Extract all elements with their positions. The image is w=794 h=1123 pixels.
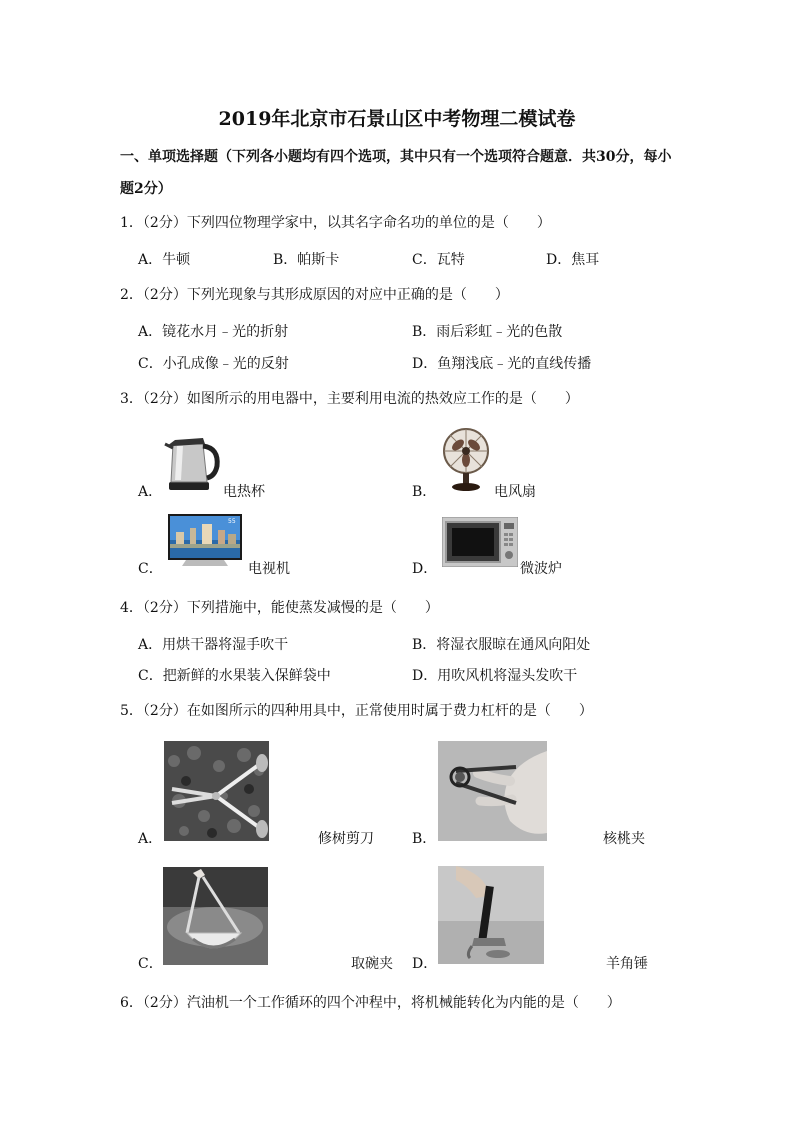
microwave-image [442, 517, 518, 567]
claw-hammer-image [438, 866, 544, 964]
q2-option-c: C．小孔成像﹣光的反射 [138, 356, 289, 372]
q5-option-d-label: 羊角锤 [606, 956, 648, 972]
q3-option-b-letter: B． [412, 484, 437, 500]
q4-option-c: C．把新鲜的水果装入保鲜袋中 [138, 668, 331, 684]
tv-image [168, 514, 242, 568]
q2-option-d: D．鱼翔浅底﹣光的直线传播 [412, 356, 592, 372]
q3-option-c-letter: C． [138, 561, 163, 577]
q5-stem: 5．（2分）在如图所示的四种用具中，正常使用时属于费力杠杆的是（ ） [120, 703, 593, 719]
q5-option-a-label: 修树剪刀 [318, 831, 374, 847]
q3-option-a-label: 电热杯 [223, 484, 265, 500]
q1-option-d: D．焦耳 [546, 252, 600, 268]
section-heading-line1: 一、单项选择题（下列各小题均有四个选项，其中只有一个选项符合题意．共30分，每小 [120, 149, 672, 165]
q2-option-a: A．镜花水月﹣光的折射 [138, 324, 289, 340]
q2-option-b: B．雨后彩虹﹣光的色散 [412, 324, 563, 340]
q4-option-a: A．用烘干器将湿手吹干 [138, 637, 289, 653]
q4-option-b: B．将湿衣服晾在通风向阳处 [412, 637, 591, 653]
kettle-image [163, 430, 221, 492]
q3-option-a-letter: A． [138, 484, 163, 500]
q3-option-d-label: 微波炉 [520, 561, 562, 577]
q1-option-c: C．瓦特 [412, 252, 465, 268]
q4-option-d: D．用吹风机将湿头发吹干 [412, 668, 578, 684]
q5-option-c-letter: C． [138, 956, 163, 972]
q3-option-b-label: 电风扇 [494, 484, 536, 500]
q5-option-b-letter: B． [412, 831, 437, 847]
tv-badge-text: 55 [228, 518, 236, 525]
page-title: 2019年北京市石景山区中考物理二模试卷 [218, 108, 576, 130]
q5-option-b-label: 核桃夹 [603, 831, 645, 847]
q6-stem: 6．（2分）汽油机一个工作循环的四个冲程中，将机械能转化为内能的是（ ） [120, 995, 621, 1011]
q4-stem: 4．（2分）下列措施中，能使蒸发减慢的是（ ） [120, 600, 439, 616]
fan-image [438, 427, 494, 493]
q3-option-c-label: 电视机 [248, 561, 290, 577]
q5-option-d-letter: D． [412, 956, 438, 972]
section-heading-line2: 题2分） [120, 181, 172, 197]
q5-option-a-letter: A． [138, 831, 163, 847]
q2-stem: 2．（2分）下列光现象与其形成原因的对应中正确的是（ ） [120, 287, 509, 303]
bowl-clip-image [163, 867, 268, 965]
q1-option-a: A．牛顿 [138, 252, 191, 268]
q3-stem: 3．（2分）如图所示的用电器中，主要利用电流的热效应工作的是（ ） [120, 391, 579, 407]
q3-option-d-letter: D． [412, 561, 438, 577]
q1-stem: 1．（2分）下列四位物理学家中，以其名字命名功的单位的是（ ） [120, 215, 551, 231]
q5-option-c-label: 取碗夹 [351, 956, 393, 972]
pruning-shears-image [164, 741, 269, 841]
q1-option-b: B．帕斯卡 [273, 252, 340, 268]
nutcracker-image [438, 741, 547, 841]
